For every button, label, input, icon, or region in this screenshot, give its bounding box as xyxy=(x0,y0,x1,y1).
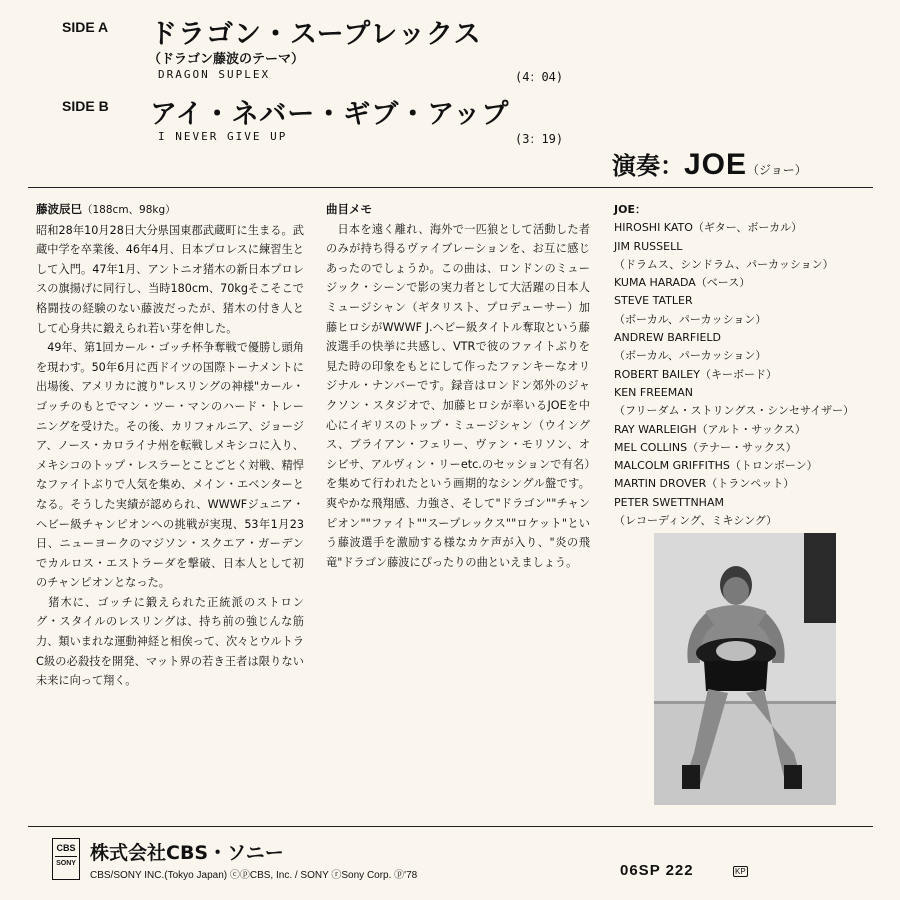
credit-line: ROBERT BAILEY（キーボード） xyxy=(614,367,777,381)
memo-heading: 曲目メモ xyxy=(326,202,372,216)
biography-text xyxy=(36,221,304,691)
biography-name: 藤波辰巳 xyxy=(36,202,82,216)
biography-paragraph-3: 猪木に、ゴッチに鍛えられた正統派のストロング・スタイルのレスリングは、持ち前の強じんな筋力、類いまれな運動神経と相俟って、次々とウルトラC級の必殺技を開発、マット界の若き王者は限りない未来に向って翔く。 xyxy=(36,595,304,688)
credit-line: JIM RUSSELL xyxy=(614,239,683,253)
credit-line: PETER SWETTNHAM xyxy=(614,495,724,509)
logo-cbs-text: CBS xyxy=(56,843,76,853)
company-name: 株式会社CBS・ソニー xyxy=(90,842,284,864)
biography-stats: （188cm、98kg） xyxy=(82,204,176,216)
memo-column xyxy=(326,200,590,572)
wrestler-silhouette xyxy=(654,533,836,805)
kp-mark: KP xyxy=(735,867,746,876)
cbs-sony-logo xyxy=(52,838,80,880)
credit-line: （ボーカル、パーカッション） xyxy=(614,312,767,326)
credit-line: KEN FREEMAN xyxy=(614,385,694,399)
side-b-title: アイ・ネバー・ギブ・アップ xyxy=(150,99,510,130)
side-a-title-en: DRAGON SUPLEX xyxy=(158,68,271,81)
memo-text xyxy=(326,220,590,573)
credit-line: HIROSHI KATO（ギター、ボーカル） xyxy=(614,221,803,235)
copyright-line: CBS/SONY INC.(Tokyo Japan) ⓒⓟCBS, Inc. / SONY ⓡSony Corp. ⓟ'78 xyxy=(90,870,418,881)
credit-line: MARTIN DROVER（トランペット） xyxy=(614,477,795,491)
side-a-label: SIDE A xyxy=(62,19,109,35)
credit-line: MALCOLM GRIFFITHS（トロンボーン） xyxy=(614,459,818,473)
side-a-subtitle: （ドラゴン藤波のテーマ） xyxy=(148,52,305,67)
catalog-number: 06SP 222 xyxy=(620,862,694,879)
credit-line: STEVE TATLER xyxy=(614,294,693,308)
performer-name: JOE xyxy=(684,148,748,181)
memo-paragraph-1: 日本を遠く離れ、海外で一匹狼として活動した者のみが持ち得るヴァイブレーションを、お互に感じあったのでしょうか。この曲は、ロンドンのミュージック・シーンで影の実力者として大活躍の日本人ミュージシャン（ギタリスト、プロデューサー）加藤ヒロシがWWWF J.ヘビー級タイトル奪取という藤波選手の快挙に共感し、VTRで彼のファイトぶりを見た時の印象をもとにして作ったファンキーなオリジナル・ナンバーです。録音はロンドン郊外のジャクソン・スタジオで、加藤ヒロシが率いるJOEを中心にイギリスのトップ・ミュージシャン（ウイングス、ブライアン・フェリー、ヴァン・モリソン、オシビサ、アルヴィン・リーetc.のセッションで有名）を集めて行われたという画期的なシングル盤です。爽やかな飛翔感、力強さ、そして"ドラゴン""チャンピオン""ファイト""スープレックス""ロケット"という藤波選手を激励する様なカケ声が入り、"炎の飛竜"ドラゴン藤波にぴったりの曲といえましょう。 xyxy=(326,222,590,569)
performer-reading: （ジョー） xyxy=(747,163,807,177)
credit-line: （ボーカル、パーカッション） xyxy=(614,349,767,363)
side-b-duration: (3：19) xyxy=(515,132,564,146)
biography-column xyxy=(36,200,304,691)
credit-line: （フリーダム・ストリングス・シンセサイザー） xyxy=(614,404,855,418)
biography-heading xyxy=(36,200,304,221)
header-divider xyxy=(28,187,873,188)
biography-paragraph-2: 49年、第1回カール・ゴッチ杯争奪戦で優勝し頭角を現わす。50年6月に西ドイツの国際トーナメントに出場後、アメリカに渡り"レスリングの神様"カール・ゴッチのもとでマン・ツー・マンのハード・トレーニングを受けた。その後、カリフォルニア、ジョージア、ノース・カロライナ州を転戦しメキシコに入り、メキシコのトップ・レスラーとことごとく対戦、精悍なファイトぶりで人気を集め、メイン・エベンターとなる。そうした実績が認められ、WWWFジュニア・ヘビー級チャンピオンへの挑戦が実現、53年1月23日、ニューヨークのマジソン・スクエア・ガーデンでカルロス・エストラーダを撃破、日本人として初のチャンピオンとなった。 xyxy=(36,341,304,590)
side-b-label: SIDE B xyxy=(62,98,109,114)
credit-line: （ドラムス、シンドラム、パーカッション） xyxy=(614,257,834,271)
credits-heading: JOE： xyxy=(614,203,646,216)
side-b-title-en: I NEVER GIVE UP xyxy=(158,130,288,143)
credit-line: RAY WARLEIGH（アルト・サックス） xyxy=(614,422,806,436)
side-a-title: ドラゴン・スープレックス xyxy=(150,19,482,50)
footer-divider xyxy=(28,826,873,827)
side-a-duration: (4：04) xyxy=(515,70,564,84)
biography-paragraph-1: 昭和28年10月28日大分県国東郡武蔵町に生まる。武蔵中学を卒業後、46年4月、日本プロレスに練習生として入門。47年1月、アントニオ猪木の新日本プロレスの旗揚げに同行し、当時180cm、70kgそこそこで格闘技の経験のない藤波だったが、猪木の付き人として心身共に鍛えられ若い芽を伸した。 xyxy=(36,223,304,335)
credit-line: ANDREW BARFIELD xyxy=(614,331,722,345)
logo-sony-text: SONY xyxy=(56,860,76,867)
logo-divider xyxy=(55,856,77,857)
wrestler-photo xyxy=(654,533,836,805)
credit-line: （レコーディング、ミキシング） xyxy=(614,514,778,528)
credits-column xyxy=(614,201,854,530)
credit-line: KUMA HARADA（ベース） xyxy=(614,276,751,290)
credit-line: MEL COLLINS（テナー・サックス） xyxy=(614,440,797,454)
performer-credit xyxy=(612,146,807,182)
performer-prefix: 演奏： xyxy=(612,152,684,180)
